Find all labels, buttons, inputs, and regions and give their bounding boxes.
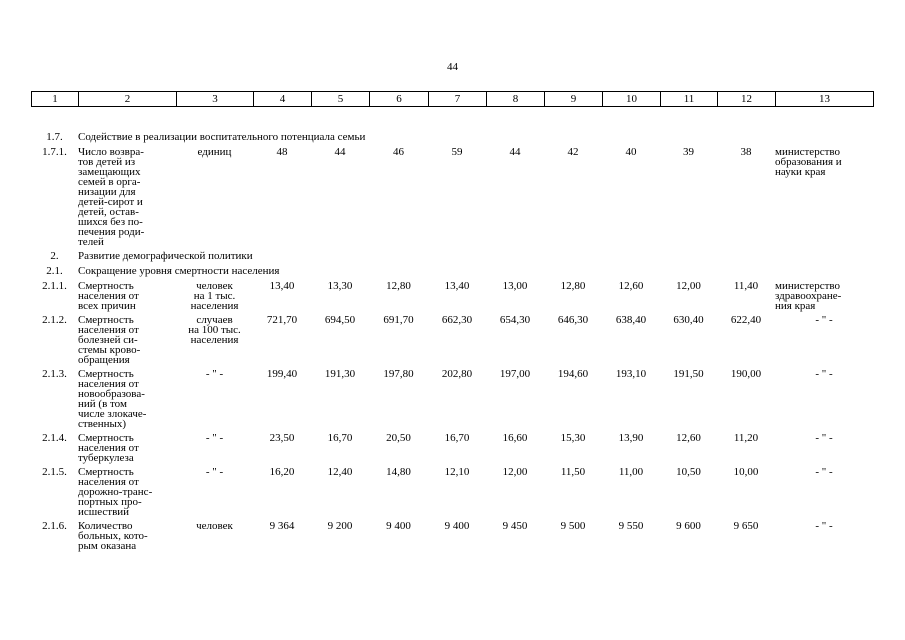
value-cell: 10,50	[676, 466, 701, 478]
section-title: Содействие в реализации воспитательного потенциала семьи	[78, 131, 366, 143]
indicator-name: Смертность населения от дорожно-транс- портных про- исшествий	[78, 466, 153, 518]
header-col-3: 3	[177, 92, 254, 107]
value-cell: 13,30	[327, 280, 353, 292]
value-cell: 13,40	[269, 280, 295, 292]
value-cell: 191,50	[673, 368, 704, 380]
value-cell: 11,20	[733, 432, 759, 444]
value-cell: 12,00	[676, 280, 701, 292]
section-row	[31, 251, 873, 266]
indicator-name: Смертность населения от всех причин	[78, 280, 139, 312]
value-cell: 23,50	[269, 432, 295, 444]
value-cell: 46	[393, 146, 404, 158]
table-row	[31, 369, 873, 433]
value-cell: 193,10	[615, 368, 647, 380]
indicator-name: Количество больных, кото- рым оказана	[78, 520, 148, 552]
value-cell: 42	[567, 146, 579, 158]
table-row	[31, 281, 873, 315]
value-cell: 38	[740, 146, 752, 158]
value-cell: 48	[276, 146, 288, 158]
row-number: 1.7.1.	[42, 146, 67, 158]
unit-of-measure: - " -	[205, 432, 224, 444]
value-cell: 16,20	[269, 466, 295, 478]
value-cell: 197,80	[383, 368, 414, 380]
indicators-table	[31, 132, 873, 555]
value-cell: 721,70	[266, 314, 298, 326]
section-row	[31, 132, 873, 147]
value-cell: 12,40	[327, 466, 353, 478]
value-cell: 16,60	[502, 432, 528, 444]
value-cell: 44	[509, 146, 521, 158]
value-cell: 12,60	[618, 280, 644, 292]
header-col-11: 11	[661, 92, 718, 107]
unit-of-measure: случаев на 100 тыс. населения	[188, 314, 241, 346]
row-number: 2.	[50, 250, 59, 262]
value-cell: 190,00	[730, 368, 762, 380]
header-col-6: 6	[370, 92, 429, 107]
value-cell: 13,90	[618, 432, 644, 444]
value-cell: 9 550	[618, 520, 644, 532]
header-col-7: 7	[429, 92, 487, 107]
value-cell: 39	[683, 146, 694, 158]
row-number: 2.1.2.	[42, 314, 67, 326]
unit-of-measure: - " -	[205, 368, 224, 380]
row-number: 2.1.5.	[42, 466, 67, 478]
value-cell: 16,70	[444, 432, 470, 444]
row-number: 2.1.	[46, 265, 63, 277]
value-cell: 10,00	[733, 466, 759, 478]
table-row	[31, 467, 873, 521]
column-number-header	[31, 91, 874, 107]
value-cell: 662,30	[441, 314, 473, 326]
section-row	[31, 266, 873, 281]
value-cell: 16,70	[327, 432, 353, 444]
value-cell: 20,50	[386, 432, 411, 444]
value-cell: 12,80	[560, 280, 586, 292]
section-title: Развитие демографической политики	[78, 250, 253, 262]
value-cell: 13,00	[502, 280, 528, 292]
header-col-10: 10	[603, 92, 661, 107]
indicator-name: Смертность населения от болезней си- стемы крово- обращения	[78, 314, 141, 366]
value-cell: 9 400	[444, 520, 470, 532]
value-cell: 202,80	[441, 368, 473, 380]
value-cell: 11,40	[733, 280, 759, 292]
responsible-body: - " -	[815, 432, 833, 444]
value-cell: 646,30	[557, 314, 589, 326]
value-cell: 9 400	[386, 520, 411, 532]
value-cell: 11,00	[618, 466, 644, 478]
indicator-name: Число возвра- тов детей из замещающих семей в орга- низации для детей-сирот и детей, остав- шихся без по- печения роди- телей	[78, 146, 145, 248]
value-cell: 9 200	[327, 520, 353, 532]
value-cell: 44	[334, 146, 346, 158]
value-cell: 12,60	[676, 432, 701, 444]
value-cell: 197,00	[499, 368, 531, 380]
header-col-13: 13	[776, 92, 874, 107]
header-col-4: 4	[254, 92, 312, 107]
value-cell: 654,30	[499, 314, 531, 326]
value-cell: 12,00	[502, 466, 528, 478]
value-cell: 14,80	[386, 466, 411, 478]
indicator-name: Смертность населения от туберкулеза	[78, 432, 139, 464]
value-cell: 13,40	[444, 280, 470, 292]
value-cell: 622,40	[730, 314, 762, 326]
value-cell: 59	[451, 146, 463, 158]
value-cell: 15,30	[560, 432, 586, 444]
section-title: Сокращение уровня смертности населения	[78, 265, 280, 277]
value-cell: 194,60	[557, 368, 589, 380]
row-number: 2.1.3.	[42, 368, 67, 380]
header-col-1: 1	[32, 92, 79, 107]
value-cell: 691,70	[383, 314, 414, 326]
header-col-5: 5	[312, 92, 370, 107]
unit-of-measure: единиц	[197, 146, 232, 158]
responsible-body: - " -	[815, 314, 833, 326]
row-number: 2.1.4.	[42, 432, 67, 444]
responsible-body: - " -	[815, 520, 833, 532]
value-cell: 9 500	[560, 520, 586, 532]
table-row	[31, 315, 873, 369]
page-number: 44	[447, 61, 458, 73]
value-cell: 9 600	[676, 520, 701, 532]
value-cell: 638,40	[615, 314, 647, 326]
header-col-8: 8	[487, 92, 545, 107]
row-number: 2.1.1.	[42, 280, 67, 292]
unit-of-measure: человек на 1 тыс. населения	[190, 280, 239, 312]
value-cell: 12,80	[386, 280, 411, 292]
responsible-body: - " -	[815, 368, 833, 380]
value-cell: 11,50	[560, 466, 586, 478]
value-cell: 199,40	[266, 368, 298, 380]
responsible-body: министерство здравоохране- ния края	[775, 280, 842, 312]
value-cell: 191,30	[324, 368, 356, 380]
table-row	[31, 147, 873, 251]
value-cell: 40	[625, 146, 637, 158]
responsible-body: - " -	[815, 466, 833, 478]
header-col-12: 12	[718, 92, 776, 107]
value-cell: 12,10	[444, 466, 470, 478]
value-cell: 694,50	[324, 314, 356, 326]
header-col-9: 9	[545, 92, 603, 107]
unit-of-measure: человек	[196, 520, 233, 532]
header-col-2: 2	[79, 92, 177, 107]
value-cell: 9 450	[502, 520, 528, 532]
unit-of-measure: - " -	[205, 466, 224, 478]
indicator-name: Смертность населения от новообразова- ний (в том числе злокаче- ственных)	[78, 368, 147, 430]
value-cell: 9 364	[269, 520, 295, 532]
row-number: 2.1.6.	[42, 520, 67, 532]
responsible-body: министерство образования и науки края	[775, 146, 842, 178]
row-number: 1.7.	[46, 131, 63, 143]
table-row	[31, 521, 873, 555]
value-cell: 9 650	[733, 520, 759, 532]
value-cell: 630,40	[673, 314, 704, 326]
header-row	[32, 92, 874, 107]
table-row	[31, 433, 873, 467]
